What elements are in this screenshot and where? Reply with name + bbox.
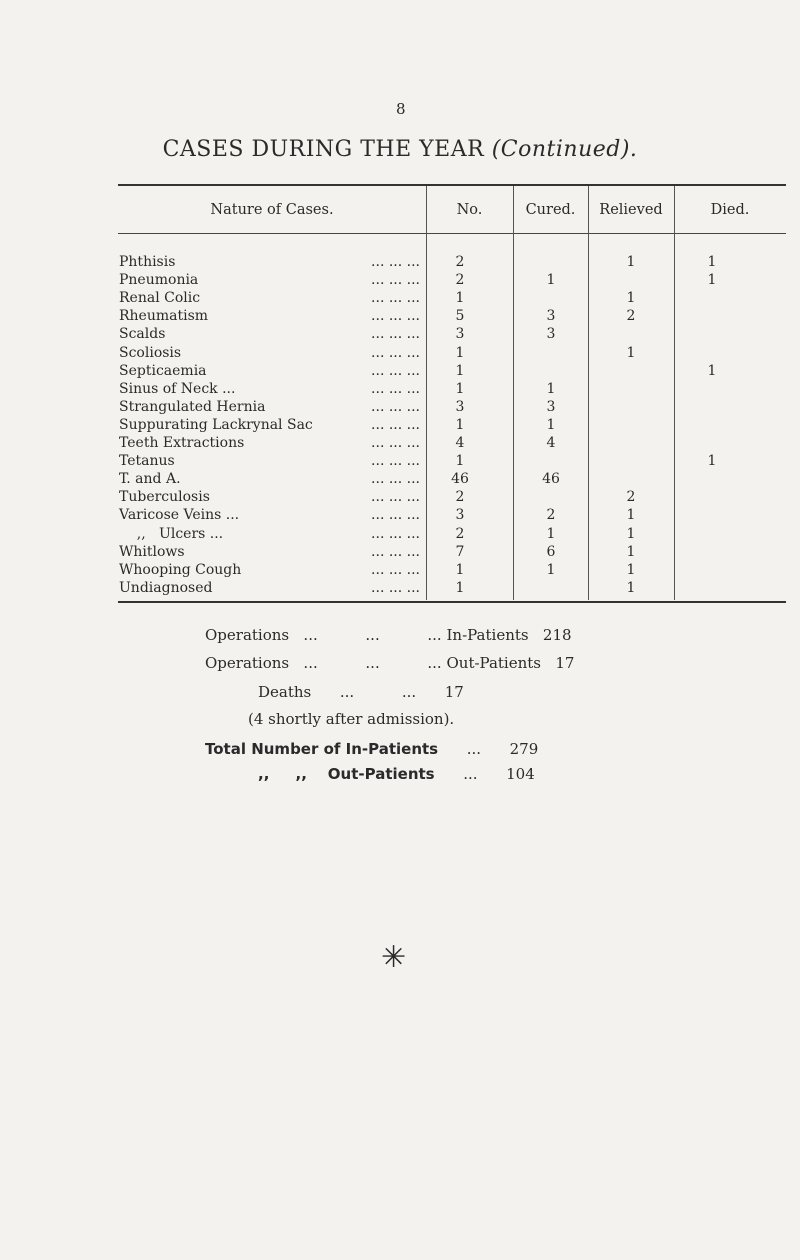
total-in-value: 279 [509,740,539,758]
cured-count: 1 [546,561,556,578]
deaths-line [258,683,464,701]
total-in-label: Total Number of In-Patients [205,740,439,758]
case-count: 1 [455,344,465,361]
table-row [0,488,800,506]
case-count: 4 [455,435,465,451]
end-asterisk-icon: ✳ [381,940,407,975]
leader-dots: ... ... ... [371,471,420,488]
case-name: T. and A. [119,471,181,488]
case-name: Strangulated Hernia [119,398,266,415]
leader-dots: ... ... ... [371,290,420,307]
operations-out-line [205,654,574,672]
header-no: No. [456,202,483,218]
case-count: 1 [455,579,465,596]
leader-dots: ... [466,740,482,758]
total-in-line [205,740,538,758]
leader-dots: ... ... ... [371,435,420,451]
leader-dots: ... ... ... [371,579,420,596]
cured-count: 1 [546,380,556,397]
relieved-count: 1 [626,290,636,307]
case-count: 1 [455,380,465,397]
cured-count: 1 [546,525,556,542]
cured-count: 2 [546,507,556,524]
header-cured: Cured. [525,202,576,218]
case-name: Scoliosis [119,344,182,361]
case-name: Sinus of Neck ... [119,380,236,397]
leader-dots: ... [463,765,478,783]
case-count: 46 [451,471,469,488]
table-row [0,344,800,362]
case-name: Varicose Veins ... [119,507,240,524]
leader-dots: ... ... ... [371,507,420,524]
header-nature: Nature of Cases. [210,202,334,218]
relieved-count: 2 [626,489,636,506]
table-row [0,525,800,543]
leader-dots: ... ... ... [371,362,420,379]
case-count: 2 [455,254,465,270]
leader-dots: ... ... ... [371,561,420,578]
case-name: Suppurating Lackrynal Sac [119,416,313,433]
table-row [0,506,800,524]
operations-label: Operations [205,626,290,644]
table-row [0,325,800,343]
died-count: 1 [707,453,717,470]
table-row [0,398,800,416]
table-row [0,362,800,380]
table-row [0,470,800,488]
leader-dots: ... ... ... [303,626,442,644]
died-count: 1 [707,254,717,270]
deaths-note: (4 shortly after admission). [248,710,455,728]
relieved-count: 1 [626,344,636,361]
operations-kind: Out-Patients [446,654,541,672]
case-name: ,, Ulcers ... [119,525,224,542]
leader-dots: ... ... ... [303,654,442,672]
case-count: 1 [455,362,465,379]
table-top-rule [118,184,786,186]
table-row [0,561,800,579]
case-name: Septicaemia [119,362,207,379]
relieved-count: 1 [626,525,636,542]
relieved-count: 1 [626,561,636,578]
operations-out-value: 17 [555,654,575,672]
leader-dots: ... ... ... [371,344,420,361]
leader-dots: ... ... ... [371,453,420,470]
case-count: 5 [455,308,465,325]
case-count: 1 [455,561,465,578]
total-out-value: 104 [506,765,535,783]
leader-dots: ... ... ... [371,326,420,343]
table-row [0,543,800,561]
relieved-count: 1 [626,507,636,524]
table-row [0,307,800,325]
case-count: 2 [455,489,465,506]
relieved-count: 1 [626,579,636,596]
cured-count: 3 [546,308,556,325]
leader-dots: ... ... ... [371,543,420,560]
case-count: 7 [455,543,465,560]
case-name: Rheumatism [119,308,209,325]
deaths-value: 17 [444,683,464,701]
leader-dots: ... ... ... [371,416,420,433]
table-row [0,579,800,597]
table-header-rule [118,233,786,234]
leader-dots: ... ... ... [371,525,420,542]
operations-kind: In-Patients [446,626,529,644]
cured-count: 3 [546,398,556,415]
relieved-count: 1 [626,543,636,560]
operations-in-value: 218 [542,626,572,644]
relieved-count: 1 [626,254,636,270]
title-suffix: (Continued). [491,137,638,162]
case-name: Whooping Cough [119,561,242,578]
cured-count: 4 [546,435,556,451]
died-count: 1 [707,362,717,379]
operations-label: Operations [205,654,290,672]
table-row [0,452,800,470]
case-count: 2 [455,525,465,542]
header-died: Died. [710,202,750,218]
leader-dots: ... ... ... [371,254,420,270]
title-main: CASES DURING THE YEAR [162,137,485,162]
cured-count: 46 [542,471,560,488]
cured-count: 1 [546,416,556,433]
cured-count: 3 [546,326,556,343]
died-count: 1 [707,272,717,289]
cured-count: 1 [546,272,556,289]
case-count: 3 [455,326,465,343]
table-row [0,416,800,434]
leader-dots: ... ... ... [371,308,420,325]
case-count: 2 [455,272,465,289]
total-out-label: ,, ,, Out-Patients [258,765,435,783]
case-name: Scalds [119,326,166,343]
deaths-label: Deaths [258,683,312,701]
cured-count: 6 [546,543,556,560]
leader-dots: ... ... ... [371,398,420,415]
case-count: 1 [455,416,465,433]
case-count: 1 [455,453,465,470]
table-row [0,380,800,398]
case-count: 3 [455,507,465,524]
case-name: Renal Colic [119,290,201,307]
leader-dots: ... ... ... [371,272,420,289]
page-number: 8 [396,100,406,118]
leader-dots: ... ... ... [371,489,420,506]
case-name: Tetanus [119,453,175,470]
page-title [0,137,800,162]
header-relieved: Relieved [599,202,663,218]
case-name: Teeth Extractions [119,435,245,451]
table-row [0,434,800,452]
case-count: 1 [455,290,465,307]
table-row [0,253,800,271]
relieved-count: 2 [626,308,636,325]
case-count: 3 [455,398,465,415]
case-name: Tuberculosis [119,489,210,506]
operations-in-line [205,626,572,644]
leader-dots: ... ... [339,683,417,701]
total-out-line [258,765,535,783]
table-bottom-rule [118,601,786,603]
case-name: Phthisis [119,254,176,270]
table-row [0,271,800,289]
leader-dots: ... ... ... [371,380,420,397]
case-name: Undiagnosed [119,579,213,596]
case-name: Pneumonia [119,272,199,289]
table-row [0,289,800,307]
case-name: Whitlows [119,543,185,560]
